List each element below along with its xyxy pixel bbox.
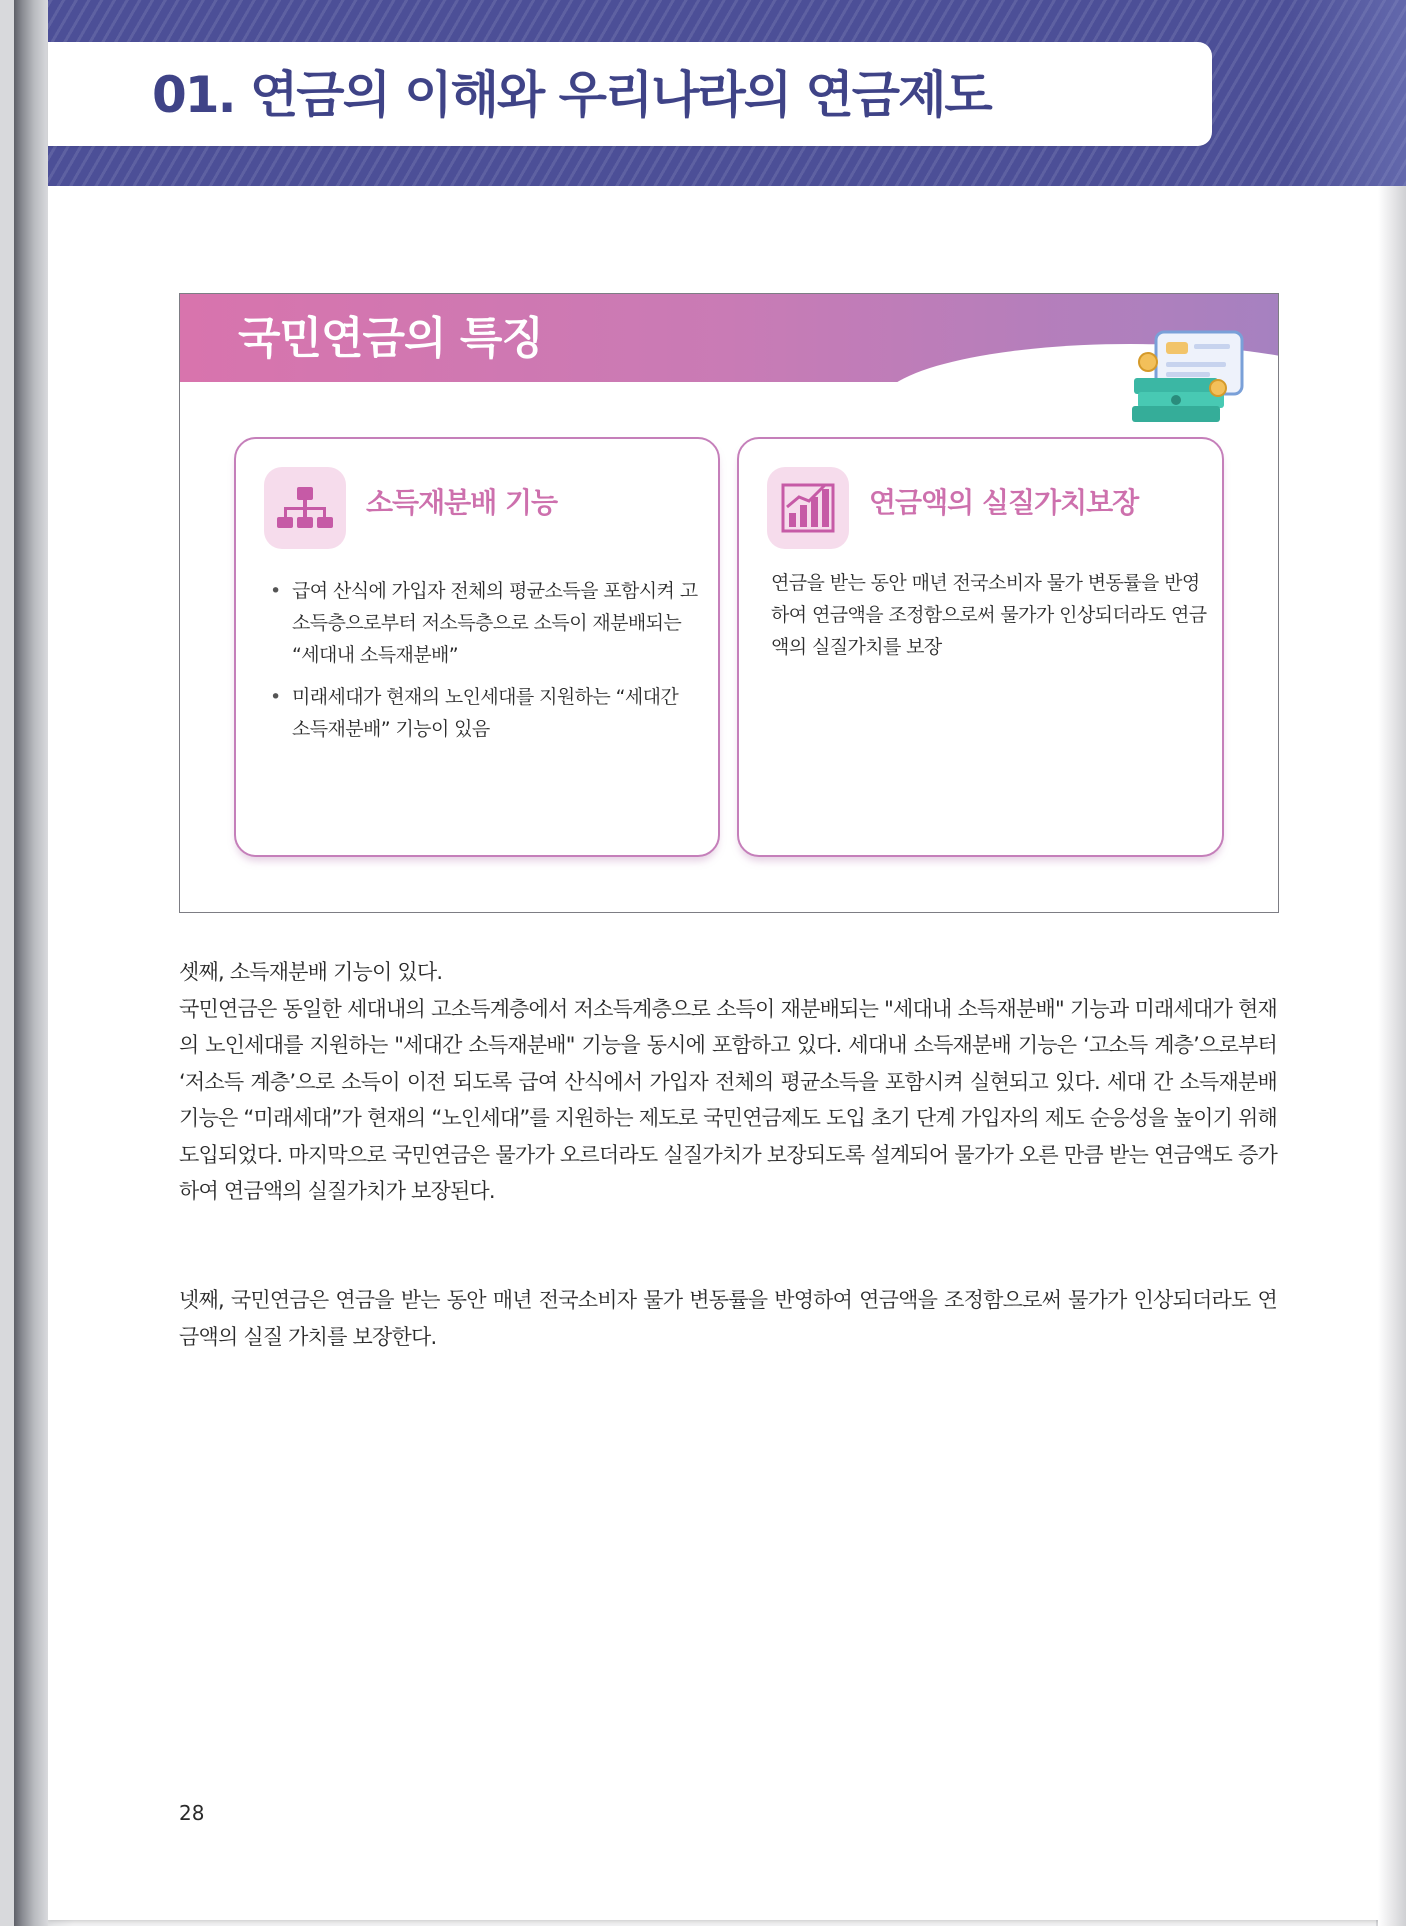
- feature-box-real-value-guarantee: [737, 437, 1224, 857]
- feature-card-title: 국민연금의 특징: [238, 313, 543, 364]
- feature-heading: 소득재분배 기능: [366, 486, 558, 519]
- feature-description: 연금을 받는 동안 매년 전국소비자 물가 변동률을 반영하여 연금액을 조정함으로써 물가가 인상되더라도 연금액의 실질가치를 보장: [771, 572, 1207, 658]
- feature-card: [179, 293, 1279, 913]
- body-paragraph-third: 셋째, 소득재분배 기능이 있다. 국민연금은 동일한 세대내의 고소득계층에서 저소득계층으로 소득이 재분배되는 "세대내 소득재분배" 기능과 미래세대가 현재의 노인세대를 지원하는 "세대간 소득재분배" 기능을 동시에 포함하고 있다. 세대내 소득재분배 기능은 ‘고소득 계층’으로부터 ‘저소득 계층’으로 소득이 이전 되도록 급여 산식에서 가입자 전체의 평균소득을 포함시켜 실현되고 있다. 세대 간 소득재분배 기능은 “미래세대”가 현재의 “노인세대”를 지원하는 제도로 국민연금제도 도입 초기 단계 가입자의 제도 순응성을 높이기 위해 도입되었다. 마지막으로 국민연금은 물가가 오르더라도 실질가치가 보장되도록 설계되어 물가가 오른 만큼 받는 연금액도 증가하여 연금액의 실질가치가 보장된다.: [179, 960, 1277, 1203]
- page-right-edge: [1378, 0, 1406, 1926]
- money-and-card-illustration: [1126, 326, 1256, 436]
- page-number: 28: [179, 1801, 205, 1825]
- list-item: • 급여 산식에 가입자 전체의 평균소득을 포함시켜 고소득층으로부터 저소득층으로 소득이 재분배되는 “세대내 소득재분배”: [270, 575, 700, 671]
- bar-chart-growth-icon: [767, 467, 849, 549]
- feature-box-income-redistribution: [234, 437, 720, 857]
- org-chart-icon: [264, 467, 346, 549]
- body-paragraph-fourth: 넷째, 국민연금은 연금을 받는 동안 매년 전국소비자 물가 변동률을 반영하여 연금액을 조정함으로써 물가가 인상되더라도 연금액의 실질 가치를 보장한다.: [179, 1288, 1277, 1349]
- feature-bullet-list: [270, 575, 700, 755]
- chapter-title: 01. 연금의 이해와 우리나라의 연금제도: [152, 66, 991, 124]
- book-binding-edge: [14, 0, 48, 1926]
- list-item: • 미래세대가 현재의 노인세대를 지원하는 “세대간 소득재분배” 기능이 있음: [270, 681, 700, 745]
- feature-heading: 연금액의 실질가치보장: [869, 486, 1139, 519]
